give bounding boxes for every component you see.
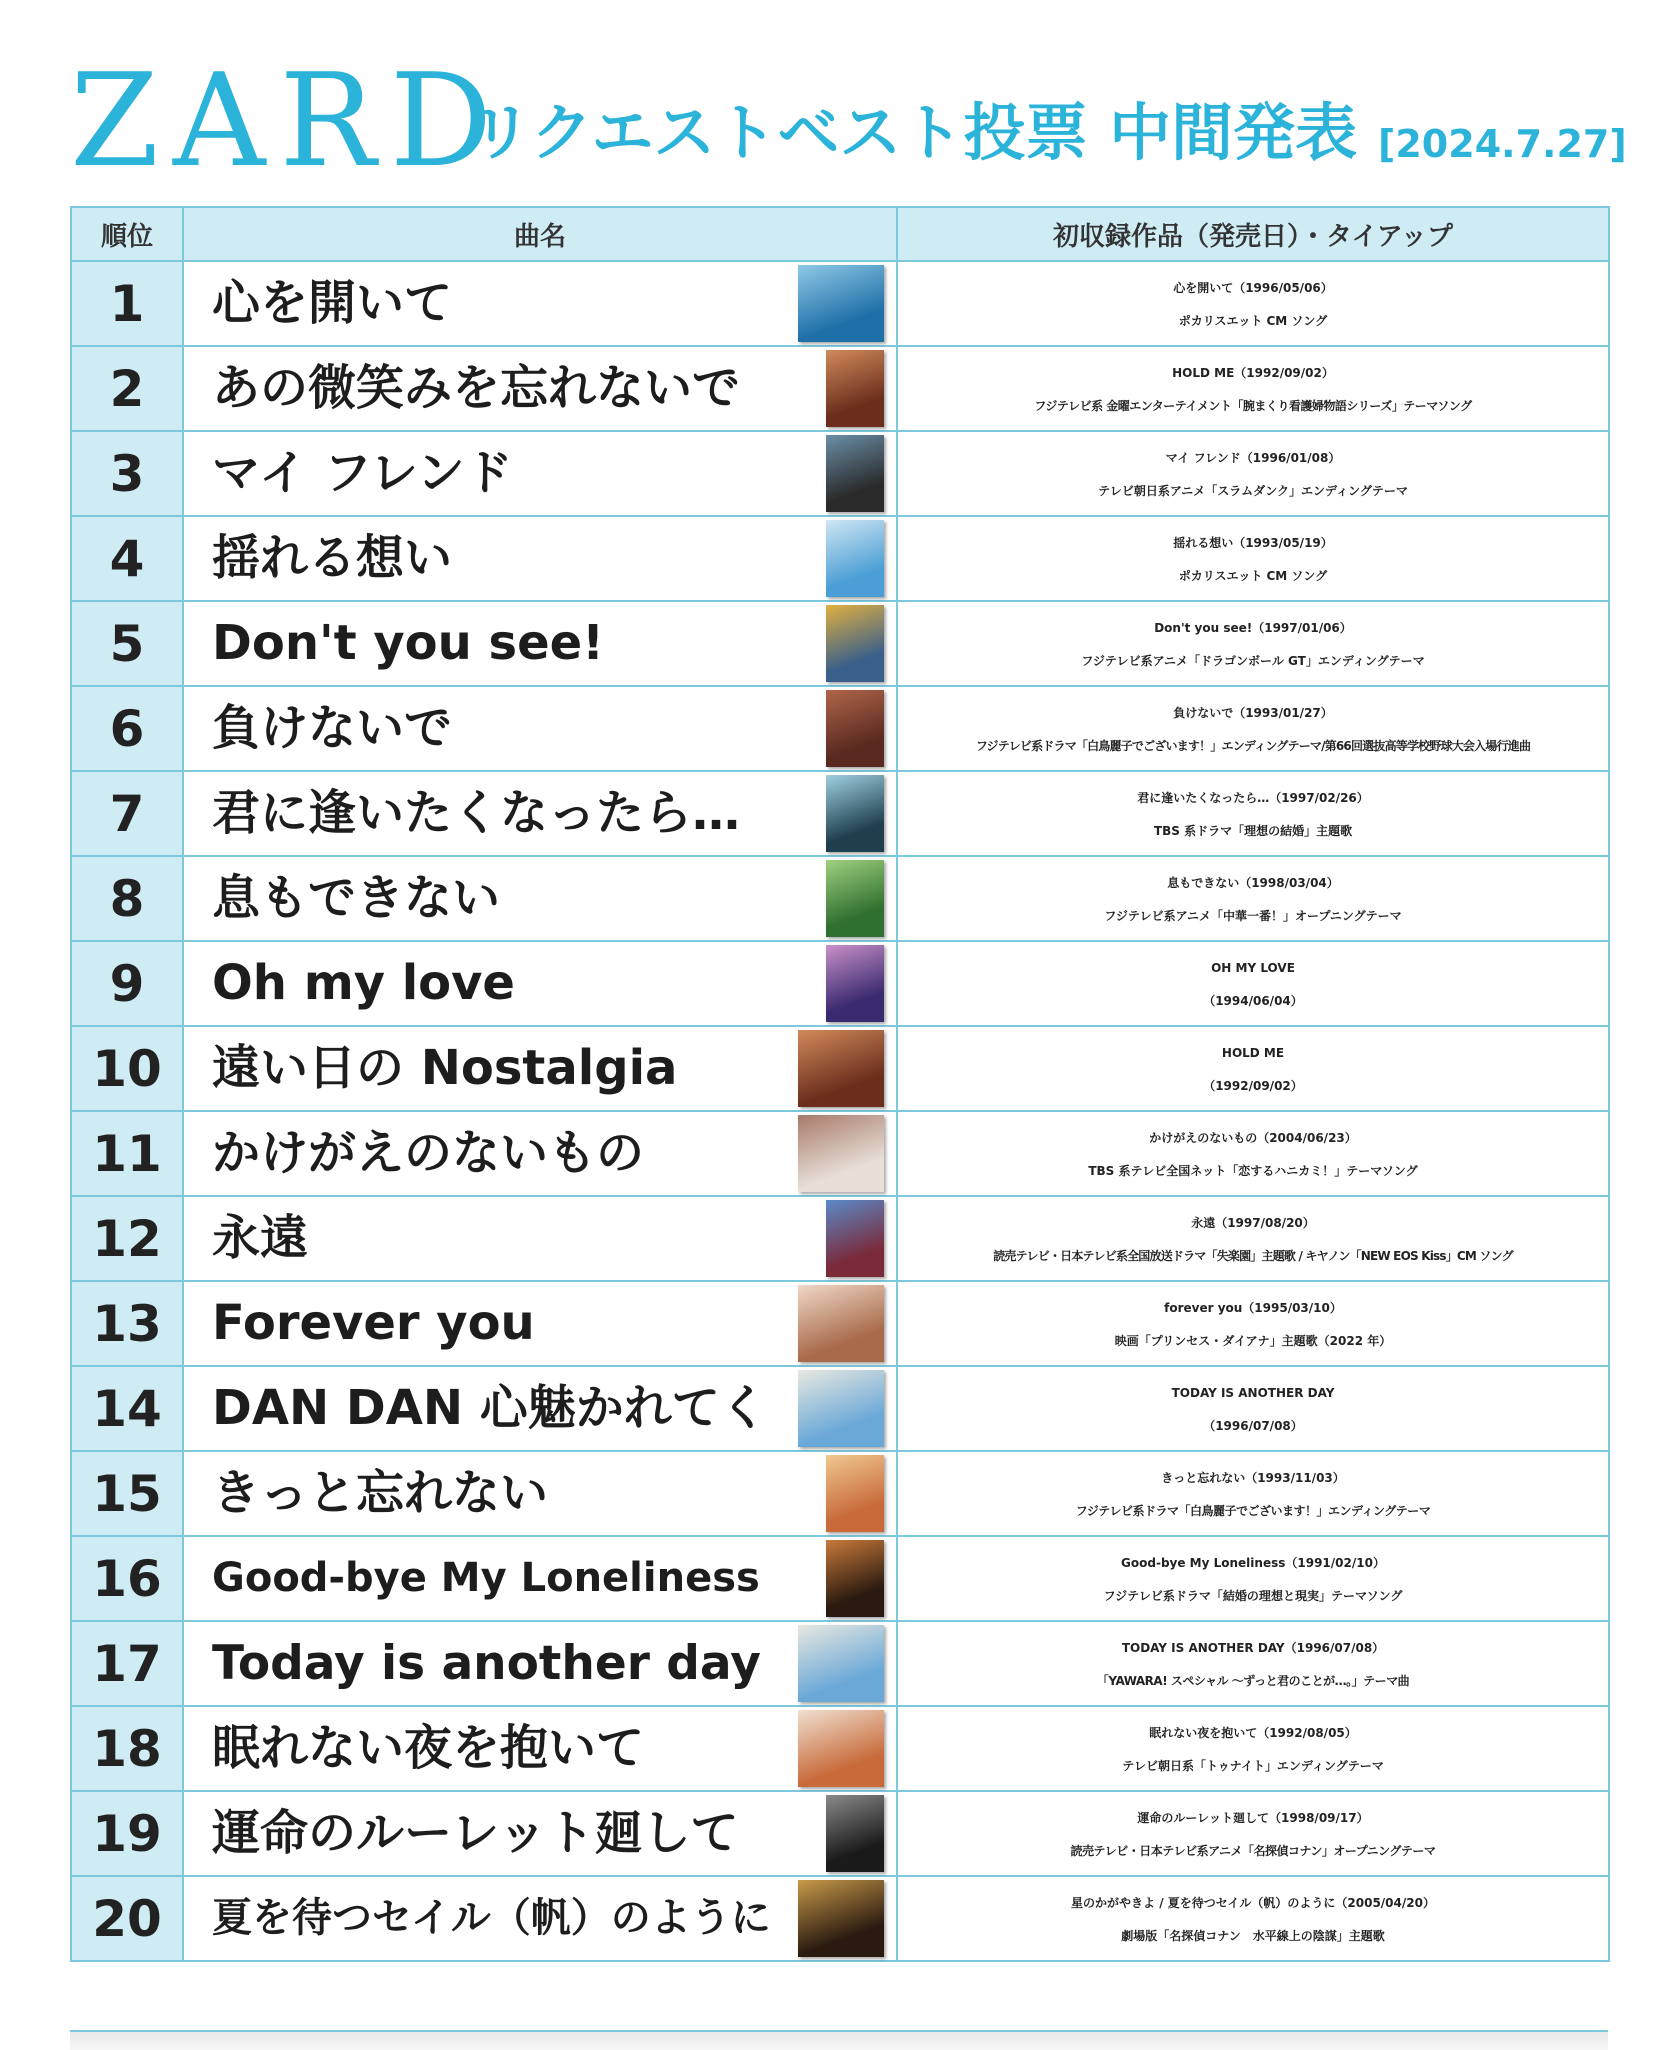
- next-section-cutoff: [70, 2030, 1608, 2050]
- song-title: かけがえのないもの: [212, 1125, 645, 1181]
- cd-jacket-image: [826, 1795, 884, 1872]
- rank-cell: 9: [71, 941, 183, 1026]
- release-title: 心を開いて（1996/05/06）: [1173, 280, 1333, 295]
- release-title: 星のかがやきよ / 夏を待つセイル（帆）のように（2005/04/20）: [1071, 1895, 1435, 1910]
- tie-up-info: ポカリスエット CM ソング: [1178, 568, 1328, 583]
- release-title: Good-bye My Loneliness（1991/02/10）: [1121, 1555, 1385, 1570]
- rank-cell: 13: [71, 1281, 183, 1366]
- table-row: [71, 346, 1609, 431]
- release-info-cell: [897, 261, 1609, 346]
- release-title: forever you（1995/03/10）: [1164, 1300, 1342, 1315]
- cd-jacket-image: [826, 1455, 884, 1532]
- table-row: [71, 771, 1609, 856]
- tie-up-info: フジテレビ系 金曜エンターテイメント「腕まくり看護婦物語シリーズ」テーマソング: [1034, 398, 1472, 413]
- release-title: 負けないで（1993/01/27）: [1173, 705, 1333, 720]
- release-info-cell: [897, 856, 1609, 941]
- cd-jacket-image: [798, 1880, 884, 1957]
- cd-jacket-image: [798, 265, 884, 342]
- cd-jacket-image: [798, 1625, 884, 1702]
- song-cell: [183, 771, 897, 856]
- table-row: [71, 1536, 1609, 1621]
- release-title: 運命のルーレット廻して（1998/09/17）: [1137, 1810, 1369, 1825]
- cd-jacket-image: [826, 860, 884, 937]
- table-row: [71, 516, 1609, 601]
- cd-jacket-image: [826, 945, 884, 1022]
- song-cell: [183, 1196, 897, 1281]
- brand-logo: ZARD: [70, 47, 507, 196]
- song-cell: [183, 1791, 897, 1876]
- tie-up-info: 「YAWARA! スペシャル ～ずっと君のことが…。」テーマ曲: [1096, 1673, 1410, 1688]
- cd-jacket-image: [826, 1540, 884, 1617]
- rank-cell: 17: [71, 1621, 183, 1706]
- release-info-cell: [897, 1536, 1609, 1621]
- song-cell: [183, 856, 897, 941]
- rank-cell: 12: [71, 1196, 183, 1281]
- release-title: 揺れる想い（1993/05/19）: [1173, 535, 1333, 550]
- song-title: 息もできない: [212, 870, 501, 926]
- song-title: 眠れない夜を抱いて: [212, 1720, 645, 1776]
- release-info-cell: [897, 1451, 1609, 1536]
- song-title: 負けないで: [212, 700, 453, 756]
- tie-up-info: テレビ朝日系「トゥナイト」エンディングテーマ: [1122, 1758, 1384, 1773]
- release-info-cell: [897, 1876, 1609, 1961]
- song-cell: [183, 261, 897, 346]
- song-title: 永遠: [212, 1210, 309, 1266]
- song-cell: [183, 1366, 897, 1451]
- tie-up-info: ポカリスエット CM ソング: [1178, 313, 1328, 328]
- song-title: マイ フレンド: [212, 445, 513, 501]
- song-title: Good-bye My Loneliness: [212, 1555, 760, 1601]
- table-row: [71, 1281, 1609, 1366]
- rank-cell: 14: [71, 1366, 183, 1451]
- song-title: Oh my love: [212, 955, 515, 1011]
- table-row: [71, 1451, 1609, 1536]
- announcement-date: [2024.7.27]: [1378, 122, 1627, 166]
- rank-cell: 2: [71, 346, 183, 431]
- song-title: Forever you: [212, 1295, 535, 1351]
- header-info: 初収録作品（発売日）・タイアップ: [897, 207, 1609, 261]
- release-title: OH MY LOVE: [1211, 960, 1295, 975]
- release-info-cell: [897, 1111, 1609, 1196]
- release-info-cell: [897, 1196, 1609, 1281]
- release-info-cell: [897, 1791, 1609, 1876]
- rank-cell: 5: [71, 601, 183, 686]
- release-title: かけがえのないもの（2004/06/23）: [1149, 1130, 1357, 1145]
- table-row: [71, 1196, 1609, 1281]
- release-info-cell: [897, 686, 1609, 771]
- song-title: 運命のルーレット廻して: [212, 1805, 739, 1861]
- release-title: きっと忘れない（1993/11/03）: [1161, 1470, 1345, 1485]
- tie-up-info: フジテレビ系アニメ「ドラゴンボール GT」エンディングテーマ: [1081, 653, 1425, 668]
- table-header-row: [71, 207, 1609, 261]
- rank-cell: 8: [71, 856, 183, 941]
- song-title: 遠い日の Nostalgia: [212, 1040, 678, 1096]
- tie-up-info: （1994/06/04）: [1203, 993, 1303, 1008]
- song-title: Today is another day: [212, 1636, 761, 1691]
- tie-up-info: TBS 系ドラマ「理想の結婚」主題歌: [1153, 823, 1353, 838]
- song-cell: [183, 1281, 897, 1366]
- table-row: [71, 1366, 1609, 1451]
- song-cell: [183, 431, 897, 516]
- header-song: 曲名: [183, 207, 897, 261]
- page-title: リクエストベスト投票 中間発表: [470, 96, 1358, 169]
- cd-jacket-image: [798, 1370, 884, 1447]
- release-title: TODAY IS ANOTHER DAY: [1171, 1385, 1335, 1400]
- release-info-cell: [897, 601, 1609, 686]
- song-title: Don't you see!: [212, 615, 605, 671]
- song-cell: [183, 1451, 897, 1536]
- cd-jacket-image: [826, 775, 884, 852]
- cd-jacket-image: [798, 1710, 884, 1787]
- release-title: HOLD ME: [1221, 1045, 1285, 1060]
- table-row: [71, 941, 1609, 1026]
- table-row: [71, 856, 1609, 941]
- song-title: あの微笑みを忘れないで: [212, 360, 741, 416]
- song-cell: [183, 516, 897, 601]
- song-cell: [183, 1621, 897, 1706]
- song-cell: [183, 346, 897, 431]
- cd-jacket-image: [826, 1200, 884, 1277]
- tie-up-info: フジテレビ系ドラマ「白鳥麗子でございます！」エンディングテーマ/第66回選抜高等学校野球大会入場行進曲: [975, 738, 1531, 753]
- rank-cell: 11: [71, 1111, 183, 1196]
- tie-up-info: TBS 系テレビ全国ネット「恋するハニカミ！」テーマソング: [1088, 1163, 1418, 1178]
- song-title: 心を開いて: [212, 275, 453, 331]
- song-cell: [183, 941, 897, 1026]
- cd-jacket-image: [798, 1285, 884, 1362]
- tie-up-info: 読売テレビ・日本テレビ系全国放送ドラマ「失楽園」主題歌 / キヤノン「NEW EOS Kiss」CM ソング: [993, 1248, 1513, 1263]
- song-title: 夏を待つセイル（帆）のように: [212, 1895, 771, 1941]
- release-title: TODAY IS ANOTHER DAY（1996/07/08）: [1121, 1640, 1385, 1655]
- tie-up-info: フジテレビ系ドラマ「白鳥麗子でございます！」エンディングテーマ: [1075, 1503, 1431, 1518]
- table-row: [71, 1111, 1609, 1196]
- rank-cell: 18: [71, 1706, 183, 1791]
- song-title: きっと忘れない: [212, 1465, 549, 1521]
- song-cell: [183, 1026, 897, 1111]
- tie-up-info: 読売テレビ・日本テレビ系アニメ「名探偵コナン」オープニングテーマ: [1070, 1843, 1436, 1858]
- release-info-cell: [897, 431, 1609, 516]
- tie-up-info: 映画「プリンセス・ダイアナ」主題歌（2022 年）: [1114, 1333, 1392, 1348]
- table-row: [71, 1706, 1609, 1791]
- tie-up-info: フジテレビ系ドラマ「結婚の理想と現実」テーマソング: [1103, 1588, 1403, 1603]
- rank-cell: 6: [71, 686, 183, 771]
- song-cell: [183, 1111, 897, 1196]
- release-info-cell: [897, 771, 1609, 856]
- release-title: Don't you see!（1997/01/06）: [1154, 620, 1352, 635]
- release-info-cell: [897, 346, 1609, 431]
- song-cell: [183, 686, 897, 771]
- release-title: HOLD ME（1992/09/02）: [1172, 365, 1334, 380]
- song-cell: [183, 1706, 897, 1791]
- cd-jacket-image: [826, 435, 884, 512]
- song-title: DAN DAN 心魅かれてく: [212, 1380, 768, 1436]
- rank-cell: 20: [71, 1876, 183, 1961]
- song-cell: [183, 1536, 897, 1621]
- table-row: [71, 261, 1609, 346]
- table-row: [71, 1876, 1609, 1961]
- tie-up-info: テレビ朝日系アニメ「スラムダンク」エンディングテーマ: [1098, 483, 1408, 498]
- rank-cell: 16: [71, 1536, 183, 1621]
- release-info-cell: [897, 941, 1609, 1026]
- release-title: マイ フレンド（1996/01/08）: [1165, 450, 1341, 465]
- rank-cell: 15: [71, 1451, 183, 1536]
- cd-jacket-image: [826, 605, 884, 682]
- tie-up-info: 劇場版「名探偵コナン 水平線上の陰謀」主題歌: [1121, 1928, 1385, 1943]
- header-rank: 順位: [71, 207, 183, 261]
- cd-jacket-image: [798, 1115, 884, 1192]
- tie-up-info: フジテレビ系アニメ「中華一番！」オープニングテーマ: [1104, 908, 1402, 923]
- cd-jacket-image: [826, 350, 884, 427]
- table-row: [71, 431, 1609, 516]
- release-title: 眠れない夜を抱いて（1992/08/05）: [1149, 1725, 1357, 1740]
- tie-up-info: （1996/07/08）: [1203, 1418, 1303, 1433]
- tie-up-info: （1992/09/02）: [1203, 1078, 1303, 1093]
- page-header: [0, 0, 1676, 200]
- release-info-cell: [897, 1281, 1609, 1366]
- ranking-table: [70, 206, 1610, 1962]
- table-row: [71, 686, 1609, 771]
- song-cell: [183, 601, 897, 686]
- release-info-cell: [897, 516, 1609, 601]
- table-row: [71, 601, 1609, 686]
- table-row: [71, 1026, 1609, 1111]
- rank-cell: 19: [71, 1791, 183, 1876]
- rank-cell: 1: [71, 261, 183, 346]
- release-title: 君に逢いたくなったら…（1997/02/26）: [1137, 790, 1369, 805]
- cd-jacket-image: [798, 1030, 884, 1107]
- song-cell: [183, 1876, 897, 1961]
- release-info-cell: [897, 1706, 1609, 1791]
- release-title: 息もできない（1998/03/04）: [1167, 875, 1339, 890]
- release-info-cell: [897, 1026, 1609, 1111]
- cd-jacket-image: [826, 520, 884, 597]
- song-title: 揺れる想い: [212, 530, 453, 586]
- rank-cell: 4: [71, 516, 183, 601]
- song-title: 君に逢いたくなったら…: [212, 785, 741, 841]
- release-info-cell: [897, 1366, 1609, 1451]
- release-title: 永遠（1997/08/20）: [1191, 1215, 1315, 1230]
- release-info-cell: [897, 1621, 1609, 1706]
- rank-cell: 3: [71, 431, 183, 516]
- table-row: [71, 1791, 1609, 1876]
- rank-cell: 7: [71, 771, 183, 856]
- rank-cell: 10: [71, 1026, 183, 1111]
- cd-jacket-image: [826, 690, 884, 767]
- table-row: [71, 1621, 1609, 1706]
